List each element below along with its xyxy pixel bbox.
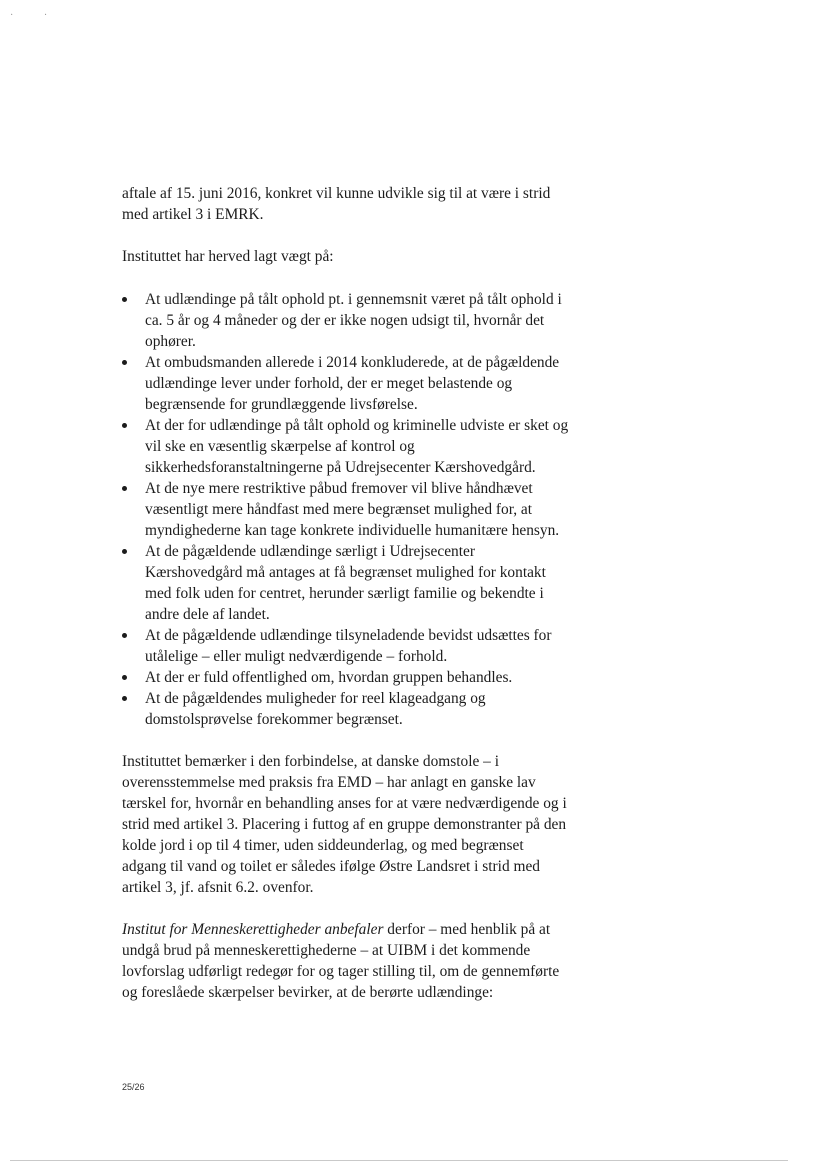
bullet-icon (122, 423, 127, 428)
list-item (122, 625, 570, 667)
page-body (122, 183, 570, 1003)
bullet-icon (122, 297, 127, 302)
list-item (122, 688, 570, 730)
list-item-text: At der er fuld offentlighed om, hvordan gruppen behandles. (145, 669, 513, 686)
list-item-text: At de pågældende udlændinge særligt i Udrejsecenter Kærshovedgård må antages at få begrænset mulighed for kontakt med folk uden for centret, herunder særligt familie og bekendte i andre dele af landet. (145, 543, 546, 623)
paragraph-continuation: aftale af 15. juni 2016, konkret vil kunne udvikle sig til at være i strid med artikel 3 i EMRK. (122, 185, 551, 223)
bullet-icon (122, 549, 127, 554)
paragraph-intro: Instituttet har herved lagt vægt på: (122, 248, 334, 265)
list-item (122, 352, 570, 415)
recommendation-text: derfor – med henblik på at undgå brud på menneskerettighederne – at UIBM i det kommende lovforslag udførligt redegør for og tager stilling til, om de gennemførte og foreslåede skærpelser bevirker, at de berørte udlændinge: (122, 921, 560, 1001)
considerations-list (122, 289, 570, 730)
paragraph-remark: Instituttet bemærker i den forbindelse, at danske domstole – i overensstemmelse med praksis fra EMD – har anlagt en ganske lav tærskel for, hvornår en behandling anses for at være nedværdigende og i strid med artikel 3. Placering i futtog af en gruppe demonstranter på den kolde jord i op til 4 timer, uden siddeunderlag, og med begrænset adgang til vand og toilet er således ifølge Østre Landsret i strid med artikel 3, jf. afsnit 6.2. ovenfor. (122, 753, 567, 896)
list-item-text: At udlændinge på tålt ophold pt. i gennemsnit været på tålt ophold i ca. 5 år og 4 måneder og der er ikke nogen udsigt til, hvornår det ophører. (145, 291, 562, 350)
bullet-icon (122, 486, 127, 491)
list-item (122, 667, 570, 688)
scan-marks: · · (10, 10, 62, 21)
list-item-text: At ombudsmanden allerede i 2014 konkluderede, at de pågældende udlændinge lever under forhold, der er meget belastende og begrænsende for grundlæggende livsførelse. (145, 354, 560, 413)
bullet-icon (122, 633, 127, 638)
list-item (122, 541, 570, 625)
page-number: 25/26 (122, 1082, 145, 1092)
recommendation-emphasis: Institut for Menneskerettigheder anbefaler (122, 921, 384, 938)
list-item-text: At de pågældendes muligheder for reel klageadgang og domstolsprøvelse forekommer begrænset. (145, 690, 486, 728)
list-item (122, 289, 570, 352)
paragraph-recommendation (122, 919, 570, 1003)
list-item (122, 478, 570, 541)
bullet-icon (122, 675, 127, 680)
list-item-text: At der for udlændinge på tålt ophold og kriminelle udviste er sket og vil ske en væsentlig skærpelse af kontrol og sikkerhedsforanstaltningerne på Udrejsecenter Kærshovedgård. (145, 417, 569, 476)
footer-divider (10, 1160, 788, 1161)
list-item-text: At de pågældende udlændinge tilsyneladende bevidst udsættes for utålelige – eller muligt nedværdigende – forhold. (145, 627, 552, 665)
list-item (122, 415, 570, 478)
bullet-icon (122, 360, 127, 365)
list-item-text: At de nye mere restriktive påbud fremover vil blive håndhævet væsentligt mere håndfast med mere begrænset mulighed for, at myndighederne kan tage konkrete individuelle humanitære hensyn. (145, 480, 560, 539)
bullet-icon (122, 696, 127, 701)
